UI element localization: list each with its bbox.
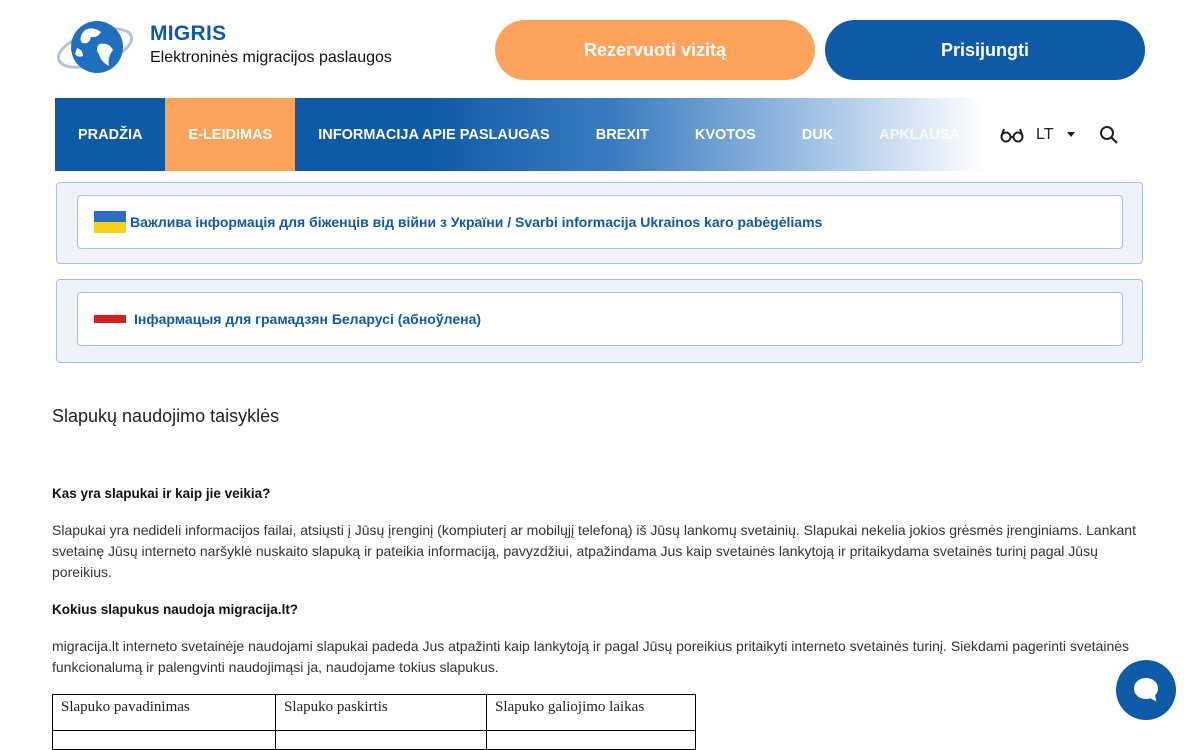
- belarus-notice-link[interactable]: Інфармацыя для грамадзян Беларусі (абноўлена): [134, 311, 482, 327]
- belarus-notice-box[interactable]: [77, 292, 1123, 346]
- nav-item-duk[interactable]: DUK: [801, 126, 834, 143]
- chevron-down-icon: [1067, 132, 1075, 137]
- ukraine-notice-link[interactable]: Важлива інформація для біженців від війни з України / Svarbi informacija Ukrainos karo pabėgėliams: [130, 214, 823, 230]
- paragraph-what-are-cookies: Slapukai yra nedideli informacijos failai, atsiųsti į Jūsų įrenginį (kompiuterį ar mobilųjį telefoną) iš Jūsų lankomų svetainių. Slapukai nekelia jokios grėsmės įrenginiams. Lankant svetainę Jūsų interneto naršyklė nuskaito slapuką ir pateikia informaciją, pavyzdžiui, atpažindama Jus kaip svetainės lankytoją ir pritaikydama svetainės turinį pagal Jūsų poreikius.: [52, 522, 1136, 580]
- belarus-flag-icon: [94, 308, 126, 330]
- search-icon[interactable]: [1099, 125, 1119, 145]
- ukraine-flag-icon: [94, 211, 126, 233]
- table-header-name: Slapuko pavadinimas: [53, 695, 276, 731]
- nav-tools: [1000, 98, 1119, 171]
- nav-item-apklausa[interactable]: APKLAUSA: [879, 126, 960, 143]
- ukraine-notice-panel: [56, 182, 1143, 264]
- section-heading-which-cookies: Kokius slapukus naudoja migracija.lt?: [52, 602, 299, 617]
- nav-item-pradzia[interactable]: PRADŽIA: [78, 126, 143, 143]
- paragraph-which-cookies: migracija.lt interneto svetainėje naudojami slapukai padeda Jus atpažinti kaip lankytoją ir pagal Jūsų poreikius pritaikyti interneto svetainės turinį. Siekdami pagerinti svetainės funkcionalumą ir palengvinti naudojimąsi ja, naudojame tokius slapukus.: [52, 638, 1130, 675]
- chat-button[interactable]: [1116, 660, 1176, 720]
- accessibility-glasses-icon[interactable]: [1000, 127, 1024, 143]
- nav-item-e-leidimas[interactable]: E-LEIDIMAS: [165, 98, 295, 171]
- table-header-row: [53, 695, 696, 731]
- table-cell: [276, 731, 487, 750]
- nav-item-informacija[interactable]: INFORMACIJA APIE PASLAUGAS: [318, 126, 550, 143]
- belarus-notice-panel: [56, 279, 1143, 363]
- table-header-validity: Slapuko galiojimo laikas: [487, 695, 696, 731]
- language-label: LT: [1036, 125, 1054, 143]
- page-title: Slapukų naudojimo taisyklės: [52, 406, 280, 426]
- table-row: [53, 731, 696, 750]
- language-selector[interactable]: [1036, 126, 1075, 144]
- main-nav: [55, 98, 985, 171]
- cookies-table: [52, 694, 696, 750]
- nav-item-brexit[interactable]: BREXIT: [595, 126, 649, 143]
- login-button[interactable]: Prisijungti: [825, 20, 1145, 80]
- section-heading-what-are-cookies: Kas yra slapukai ir kaip jie veikia?: [52, 486, 271, 501]
- table-cell: [53, 731, 276, 750]
- chat-bubble-icon: [1131, 675, 1161, 705]
- ukraine-notice-box[interactable]: [77, 195, 1123, 249]
- brand-subtitle: Elektroninės migracijos paslaugos: [150, 49, 392, 66]
- table-cell: [487, 731, 696, 750]
- reserve-visit-button[interactable]: Rezervuoti vizitą: [495, 20, 815, 80]
- brand-name: MIGRIS: [150, 22, 227, 45]
- migris-logo[interactable]: [55, 18, 135, 76]
- table-header-purpose: Slapuko paskirtis: [276, 695, 487, 731]
- nav-item-kvotos[interactable]: KVOTOS: [694, 126, 756, 143]
